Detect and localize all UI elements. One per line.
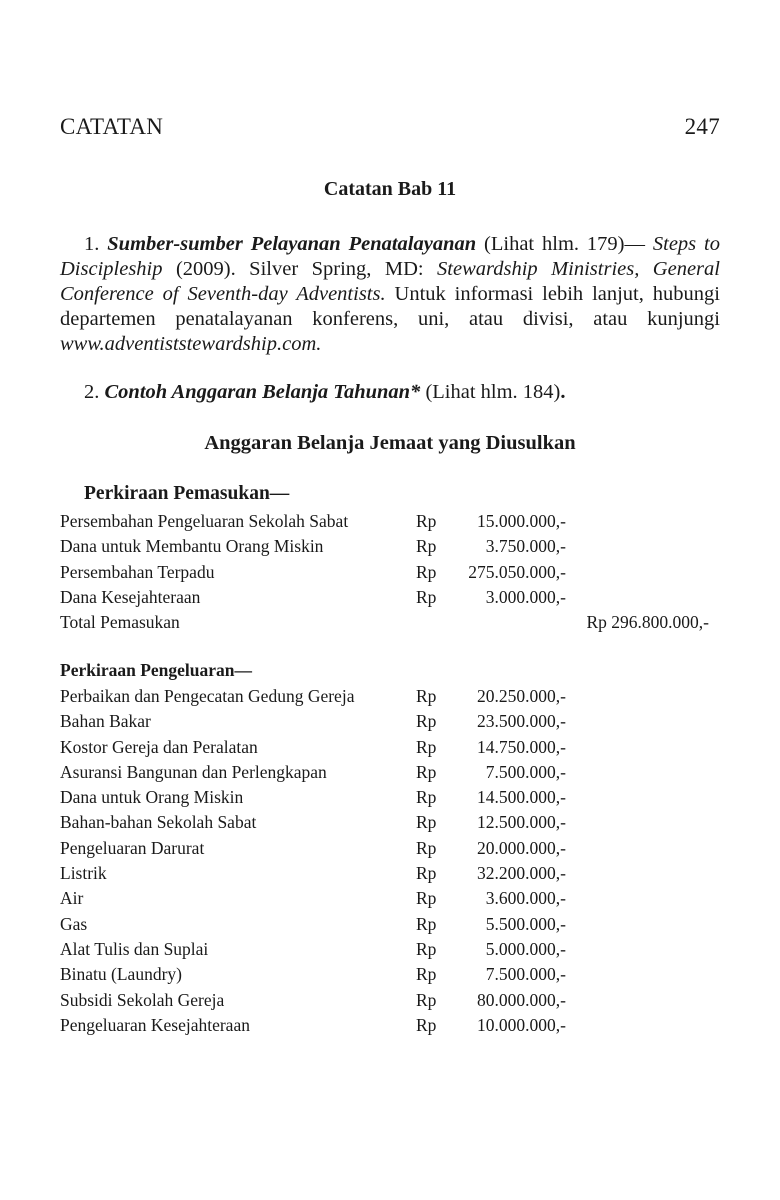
currency: Rp [416,938,437,959]
income-total-label: Total Pemasukan [60,612,180,633]
currency: Rp [416,989,437,1010]
note-2-end: . [560,381,566,403]
expense-row [60,709,720,734]
note-1-ref: (Lihat hlm. 179)— [476,233,645,255]
currency: Rp [416,511,437,531]
running-head-section: CATATAN [60,114,164,139]
expense-label: Pengeluaran Kesejahteraan [60,1014,250,1035]
income-label: Persembahan Pengeluaran Sekolah Sabat [60,511,349,531]
expense-amount: 5.500.000,- [485,913,566,934]
expense-label: Bahan Bakar [60,711,151,732]
note-2-title: Contoh Anggaran Belanja Tahunan* [104,381,421,403]
expense-label: Listrik [60,863,107,884]
income-row [60,534,720,559]
expense-label: Subsidi Sekolah Gereja [60,989,225,1010]
income-row [60,560,720,585]
note-1-pub: (2009). Silver Spring, MD: [162,258,438,280]
currency: Rp [416,586,437,607]
income-total-value: Rp 296.800.000,- [586,612,709,633]
income-heading: Perkiraan Pemasukan— [84,483,290,504]
income-amount: 15.000.000,- [477,511,566,531]
expense-amount: 10.000.000,- [477,1014,566,1035]
currency: Rp [416,913,437,934]
expense-label: Kostor Gereja dan Peralatan [60,736,258,757]
expense-row [60,735,720,760]
book-page [60,0,720,1200]
note-2 [60,380,720,405]
expense-amount: 14.500.000,- [477,787,566,808]
expense-row [60,684,720,709]
currency: Rp [416,536,437,557]
expense-amount: 23.500.000,- [477,711,566,732]
income-amount: 3.000.000,- [485,586,566,607]
income-table [60,509,720,635]
currency: Rp [416,787,437,808]
chapter-title: Catatan Bab 11 [323,178,457,200]
expense-label: Binatu (Laundry) [60,964,182,985]
currency: Rp [416,561,437,582]
income-total-row [60,610,720,635]
expense-amount: 5.000.000,- [485,938,566,959]
expense-amount: 12.500.000,- [477,812,566,833]
expense-amount: 7.500.000,- [485,964,566,985]
income-label: Dana Kesejahteraan [60,586,201,607]
note-1-title: Sumber-sumber Pelayanan Penatalayanan [107,233,477,255]
expense-label: Pengeluaran Darurat [60,837,205,858]
expense-row [60,760,720,785]
currency: Rp [416,812,437,833]
note-1-publisher: Stewardship Ministries, General Conference of Seventh-day Adventists. [60,258,720,305]
currency: Rp [416,837,437,858]
expense-label: Dana untuk Orang Miskin [60,787,244,808]
page-number: 247 [684,114,720,139]
expense-amount: 20.250.000,- [477,686,566,706]
expense-label: Perbaikan dan Pengecatan Gedung Gereja [60,686,355,706]
expense-amount: 80.000.000,- [477,989,566,1010]
expense-row [60,988,720,1013]
expense-amount: 3.600.000,- [485,888,566,909]
expense-amount: 14.750.000,- [477,736,566,757]
currency: Rp [416,686,437,706]
note-2-ref: (Lihat hlm. 184) [420,381,561,403]
expense-label: Asuransi Bangunan dan Perlengkapan [60,761,327,782]
income-row [60,585,720,610]
expense-row [60,785,720,810]
currency: Rp [416,711,437,732]
expense-row [60,937,720,962]
expense-row [60,1013,720,1038]
expense-heading: Perkiraan Pengeluaran— [60,660,252,680]
running-head [60,114,720,140]
expense-row [60,962,720,987]
note-1-url[interactable]: www.adventiststewardship.com. [60,333,322,355]
expense-row [60,836,720,861]
income-row [60,509,720,534]
expense-label: Bahan-bahan Sekolah Sabat [60,812,257,833]
currency: Rp [416,888,437,909]
currency: Rp [416,964,437,985]
expense-label: Alat Tulis dan Suplai [60,938,209,959]
income-amount: 275.050.000,- [468,561,566,582]
income-label: Dana untuk Membantu Orang Miskin [60,536,324,557]
expense-row [60,912,720,937]
currency: Rp [416,1014,437,1035]
income-label: Persembahan Terpadu [60,561,215,582]
note-2-number: 2. [84,381,100,403]
expense-label: Air [60,888,84,909]
note-1-number: 1. [84,233,100,255]
expense-amount: 7.500.000,- [485,761,566,782]
expense-row [60,886,720,911]
expense-label: Gas [60,913,88,934]
expense-amount: 20.000.000,- [477,837,566,858]
note-1-book: Steps to Discipleship [60,233,720,280]
budget-title: Anggaran Belanja Jemaat yang Diusulkan [204,432,576,454]
currency: Rp [416,736,437,757]
expense-amount: 32.200.000,- [477,863,566,884]
expense-row [60,861,720,886]
expense-row [60,810,720,835]
expense-table [60,684,720,1038]
currency: Rp [416,761,437,782]
currency: Rp [416,863,437,884]
note-1 [60,232,720,357]
income-amount: 3.750.000,- [485,536,566,557]
note-1-info: Untuk informasi lebih lanjut, hubungi departemen penatalayanan konferens, uni, atau divisi, atau kunjungi [60,283,720,330]
